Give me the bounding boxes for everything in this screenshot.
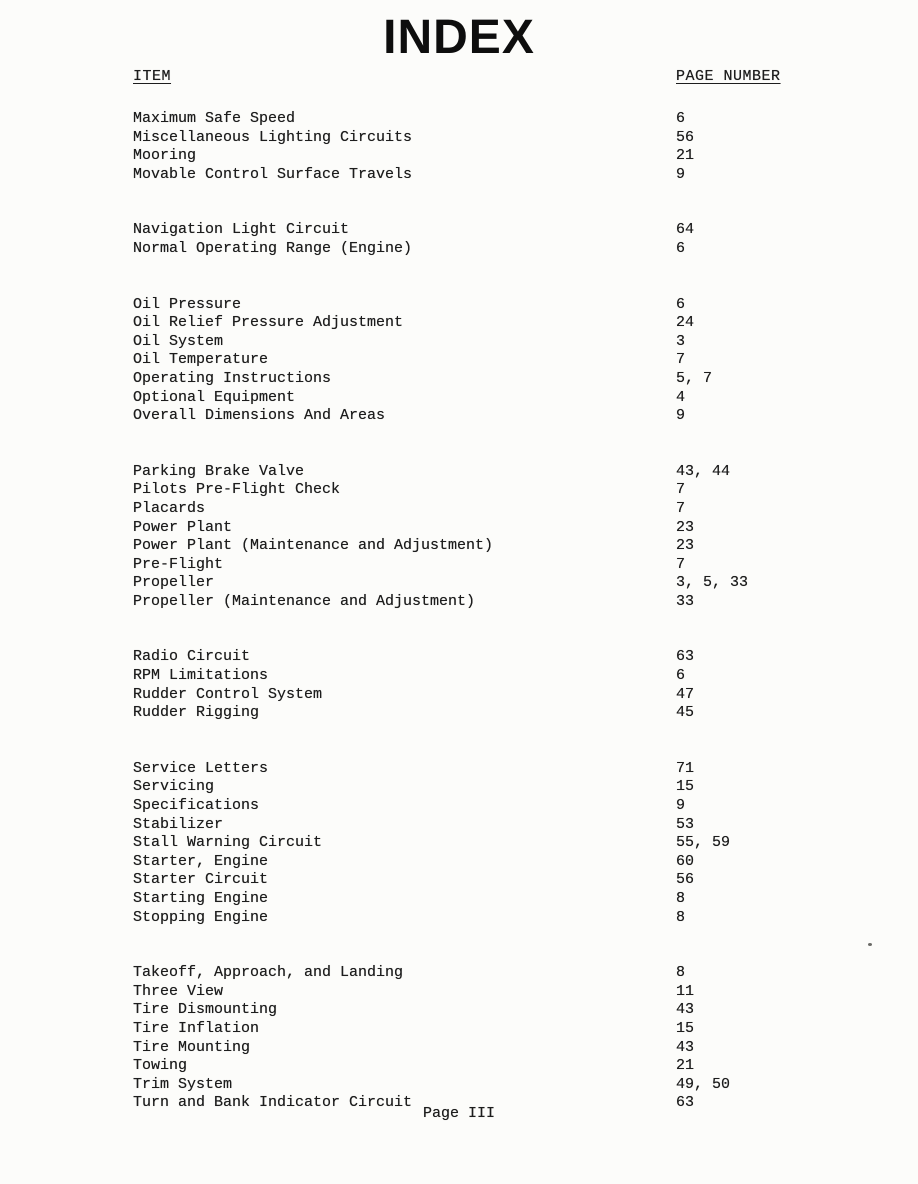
index-item-text: Oil Relief Pressure Adjustment xyxy=(133,314,404,332)
index-row xyxy=(0,983,918,1002)
index-row xyxy=(0,964,918,983)
index-item-text: Starting Engine xyxy=(133,890,269,907)
index-page-number: 15 xyxy=(676,778,695,796)
index-item-text: Oil Temperature xyxy=(133,351,269,369)
index-row xyxy=(0,147,918,166)
index-item-text: Tire Inflation xyxy=(133,1019,260,1037)
index-page-number: 43, 44 xyxy=(676,462,731,480)
index-item-text: Propeller xyxy=(133,574,215,592)
index-item-text: Mooring xyxy=(133,147,197,165)
index-item-text: Towing xyxy=(133,1057,188,1075)
index-page-number: 23 xyxy=(676,518,695,536)
index-item-text: Stopping Engine xyxy=(133,908,269,926)
index-page-number: 64 xyxy=(676,221,695,239)
index-row xyxy=(0,370,918,389)
index-item-text: Oil Pressure xyxy=(133,295,242,313)
index-group xyxy=(0,463,918,612)
page-title: INDEX xyxy=(383,11,535,64)
index-page-number: 45 xyxy=(676,704,695,722)
index-page-number: 7 xyxy=(676,351,686,369)
index-page-number: 6 xyxy=(676,239,686,257)
index-row xyxy=(0,296,918,315)
index-row xyxy=(0,1057,918,1076)
index-page-number: 3, 5, 33 xyxy=(676,574,749,592)
index-page-number: 9 xyxy=(676,165,686,183)
index-group xyxy=(0,760,918,927)
index-row xyxy=(0,1001,918,1020)
index-item-text: Takeoff, Approach, and Landing xyxy=(133,964,404,982)
index-row xyxy=(0,816,918,835)
index-group xyxy=(0,964,918,1113)
index-page-number: 55, 59 xyxy=(676,834,731,852)
index-item-text: Pilots Pre-Flight Check xyxy=(133,481,341,499)
index-row xyxy=(0,333,918,352)
index-row xyxy=(0,797,918,816)
index-row xyxy=(0,221,918,240)
index-row xyxy=(0,1076,918,1095)
index-item-text: Maximum Safe Speed xyxy=(133,110,296,127)
index-page-number: 9 xyxy=(676,407,686,425)
index-item-text: Stabilizer xyxy=(133,815,224,833)
index-page-number: 63 xyxy=(676,1094,695,1112)
index-item-text: Navigation Light Circuit xyxy=(133,221,350,239)
index-page-number: 43 xyxy=(676,1001,695,1019)
index-item-text: Normal Operating Range (Engine) xyxy=(133,239,413,257)
index-item-text: Tire Mounting xyxy=(133,1038,251,1056)
index-page-number: 15 xyxy=(676,1019,695,1037)
index-group xyxy=(0,110,918,184)
index-page-number: 7 xyxy=(676,481,686,499)
index-page-number: 7 xyxy=(676,555,686,573)
index-row xyxy=(0,1020,918,1039)
index-page-number: 6 xyxy=(676,295,686,313)
index-row xyxy=(0,537,918,556)
index-page-number: 7 xyxy=(676,499,686,517)
index-item-text: Tire Dismounting xyxy=(133,1001,278,1019)
index-item-text: Trim System xyxy=(133,1075,233,1093)
index-page-number: 4 xyxy=(676,388,686,406)
index-row xyxy=(0,704,918,723)
index-row xyxy=(0,853,918,872)
index-page-number: 24 xyxy=(676,314,695,332)
index-groups xyxy=(0,110,918,1113)
index-item-text: Oil System xyxy=(133,332,224,350)
page-footer: Page III xyxy=(422,1105,495,1122)
index-item-text: Power Plant (Maintenance and Adjustment) xyxy=(133,537,494,555)
index-page-number: 63 xyxy=(676,648,695,666)
index-item-text: Propeller (Maintenance and Adjustment) xyxy=(133,592,476,610)
index-item-text: Power Plant xyxy=(133,518,233,536)
index-row xyxy=(0,667,918,686)
index-page-number: 56 xyxy=(676,871,695,889)
index-page-number: 8 xyxy=(676,890,686,907)
index-page-number: 5, 7 xyxy=(676,369,713,387)
index-item-text: Stall Warning Circuit xyxy=(133,834,323,852)
index-page-number: 21 xyxy=(676,147,695,165)
index-item-text: Optional Equipment xyxy=(133,388,296,406)
index-row xyxy=(0,778,918,797)
index-item-text: Rudder Rigging xyxy=(133,704,260,722)
index-page-number: 56 xyxy=(676,128,695,146)
index-group xyxy=(0,221,918,258)
index-page-number: 6 xyxy=(676,110,686,127)
index-page-number: 6 xyxy=(676,667,686,685)
index-row xyxy=(0,166,918,185)
index-row xyxy=(0,574,918,593)
index-row xyxy=(0,500,918,519)
index-page-number: 8 xyxy=(676,908,686,926)
index-row xyxy=(0,686,918,705)
index-row xyxy=(0,890,918,909)
index-item-text: Specifications xyxy=(133,797,260,815)
index-row xyxy=(0,240,918,259)
page-column-header: PAGE NUMBER xyxy=(676,68,781,85)
index-item-text: Starter Circuit xyxy=(133,871,269,889)
index-page-number: 21 xyxy=(676,1057,695,1075)
index-page-number: 53 xyxy=(676,815,695,833)
index-row xyxy=(0,389,918,408)
index-row xyxy=(0,407,918,426)
index-item-text: Turn and Bank Indicator Circuit xyxy=(133,1094,413,1112)
index-page-number: 23 xyxy=(676,537,695,555)
index-item-text: RPM Limitations xyxy=(133,667,269,685)
index-item-text: Pre-Flight xyxy=(133,555,224,573)
index-row xyxy=(0,110,918,129)
index-row xyxy=(0,463,918,482)
index-item-text: Service Letters xyxy=(133,759,269,777)
index-page-number: 33 xyxy=(676,592,695,610)
index-page-number: 8 xyxy=(676,964,686,982)
index-row xyxy=(0,519,918,538)
index-page-number: 60 xyxy=(676,852,695,870)
index-row xyxy=(0,871,918,890)
item-column-header: ITEM xyxy=(133,68,172,85)
index-group xyxy=(0,648,918,722)
index-page-number: 49, 50 xyxy=(676,1075,731,1093)
index-page-number: 3 xyxy=(676,332,686,350)
index-item-text: Parking Brake Valve xyxy=(133,462,305,480)
index-page-number: 71 xyxy=(676,759,695,777)
index-item-text: Overall Dimensions And Areas xyxy=(133,407,386,425)
index-item-text: Rudder Control System xyxy=(133,685,323,703)
scan-speck xyxy=(868,943,872,946)
column-headers xyxy=(0,68,918,88)
index-row xyxy=(0,481,918,500)
index-item-text: Radio Circuit xyxy=(133,648,251,666)
index-row xyxy=(0,314,918,333)
index-page-number: 9 xyxy=(676,797,686,815)
index-item-text: Operating Instructions xyxy=(133,369,332,387)
index-page-number: 47 xyxy=(676,685,695,703)
index-item-text: Servicing xyxy=(133,778,215,796)
index-row xyxy=(0,129,918,148)
index-page-number: 43 xyxy=(676,1038,695,1056)
index-row xyxy=(0,556,918,575)
index-row xyxy=(0,351,918,370)
index-row xyxy=(0,1039,918,1058)
index-row xyxy=(0,593,918,612)
index-item-text: Placards xyxy=(133,499,206,517)
index-row xyxy=(0,834,918,853)
index-item-text: Starter, Engine xyxy=(133,852,269,870)
index-row xyxy=(0,760,918,779)
index-item-text: Movable Control Surface Travels xyxy=(133,165,413,183)
index-item-text: Three View xyxy=(133,982,224,1000)
index-group xyxy=(0,296,918,426)
index-page-number: 11 xyxy=(676,982,695,1000)
index-row xyxy=(0,648,918,667)
index-row xyxy=(0,909,918,928)
index-item-text: Miscellaneous Lighting Circuits xyxy=(133,128,413,146)
